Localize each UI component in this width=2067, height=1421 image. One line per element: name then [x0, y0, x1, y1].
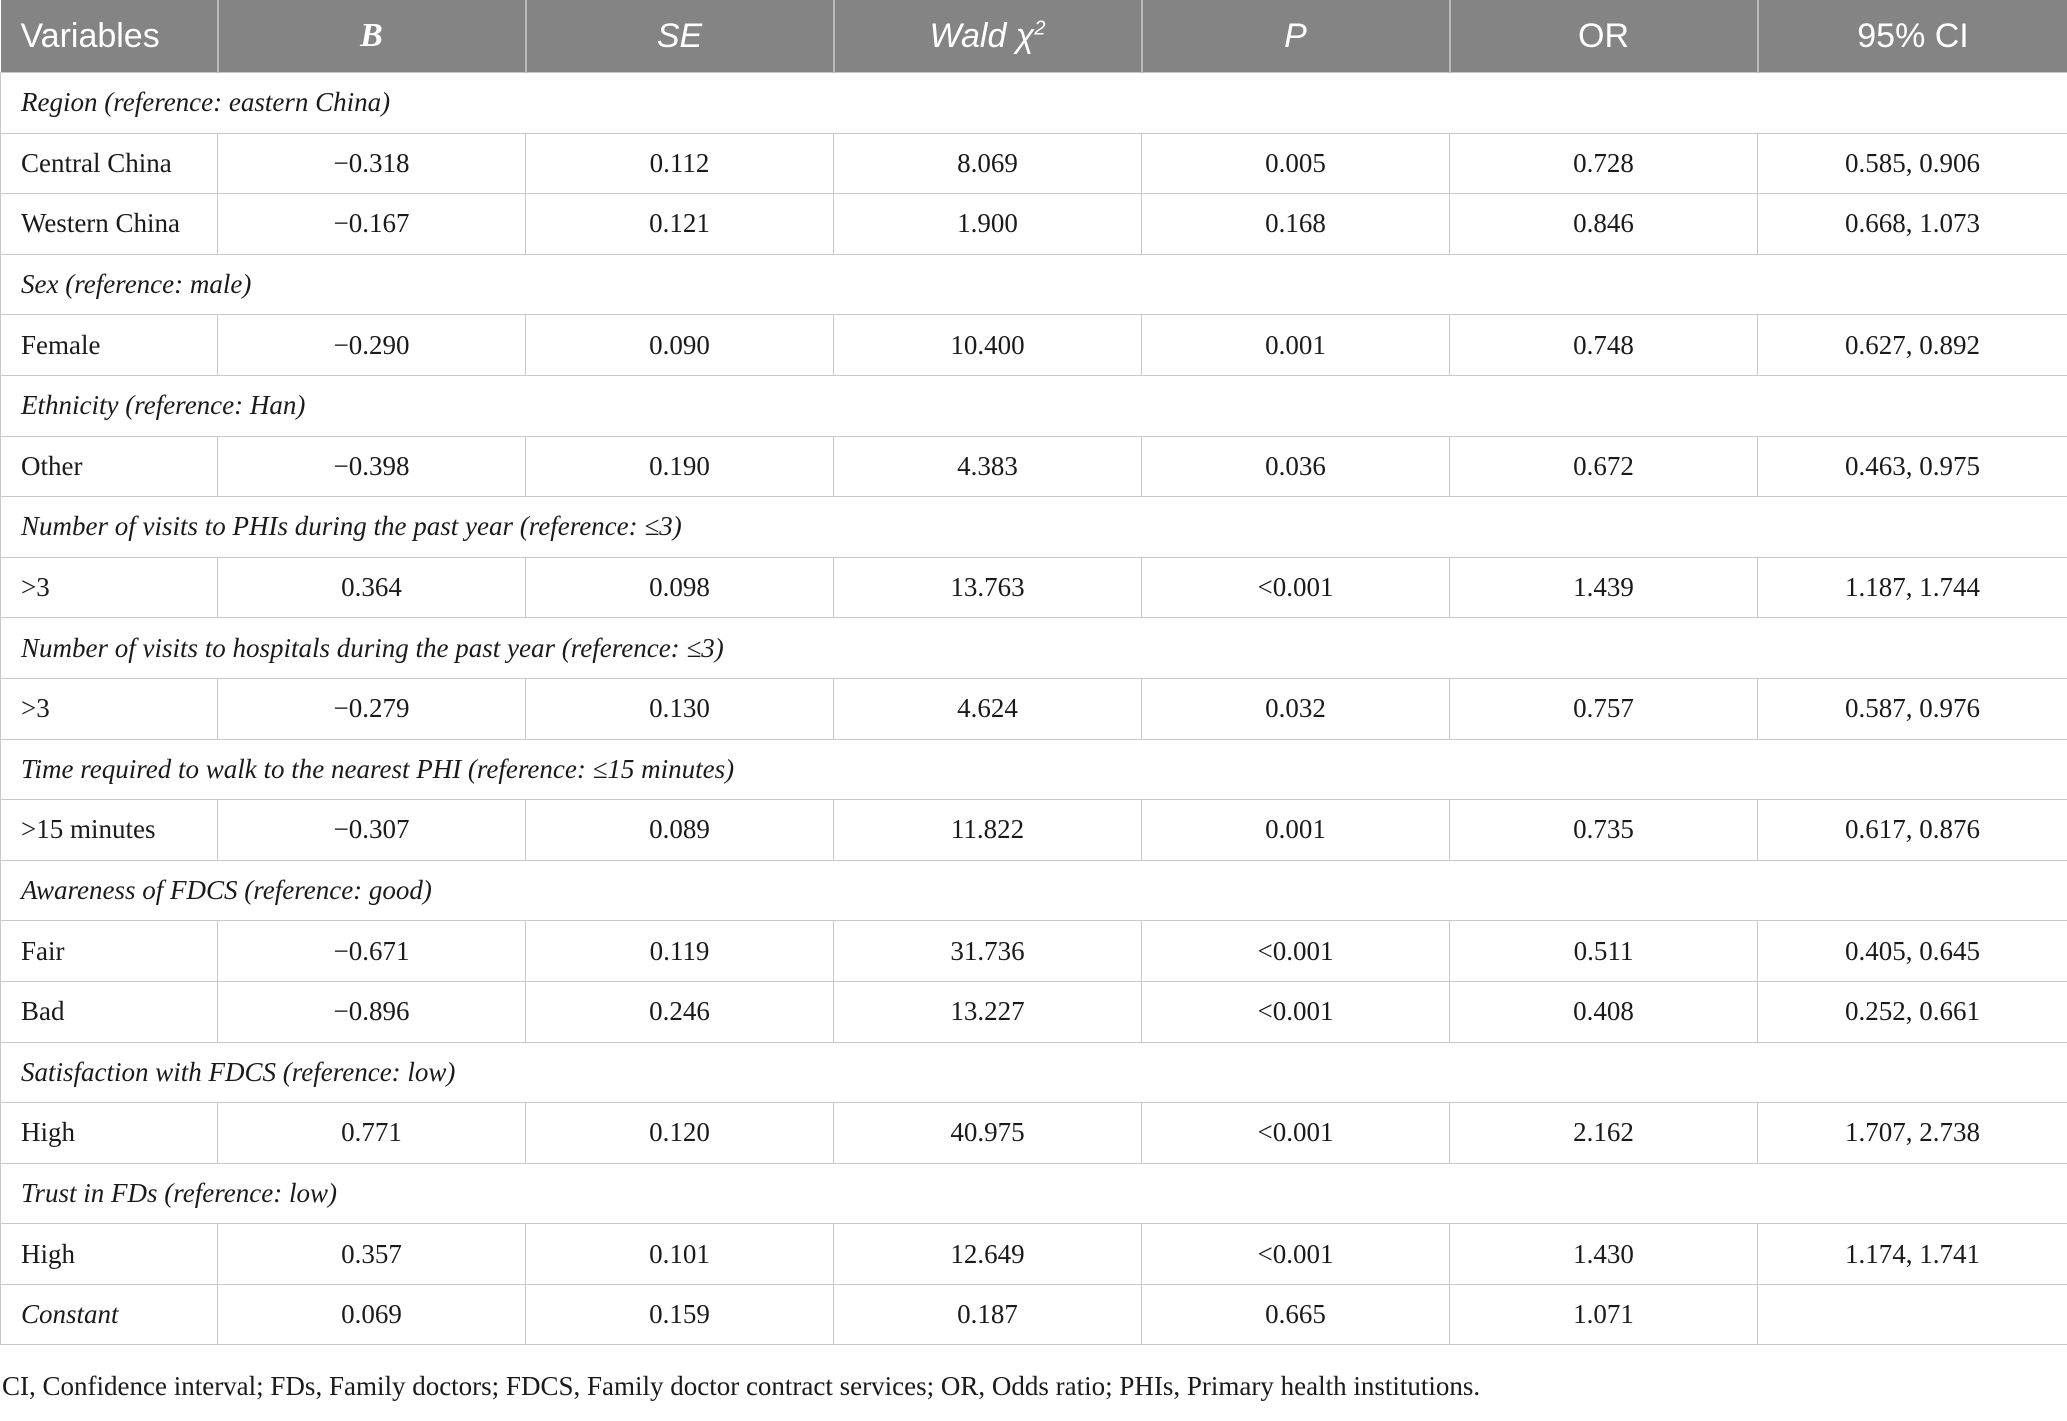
header-b: B	[218, 0, 526, 73]
cell-ci: 0.463, 0.975	[1758, 436, 2067, 497]
category-label: Awareness of FDCS (reference: good)	[1, 860, 2067, 921]
cell-wald: 1.900	[834, 194, 1142, 255]
table-row	[1, 678, 2067, 739]
cell-wald: 4.624	[834, 678, 1142, 739]
cell-se: 0.089	[526, 800, 834, 861]
category-label: Trust in FDs (reference: low)	[1, 1163, 2067, 1224]
cell-b: −0.398	[218, 436, 526, 497]
cell-se: 0.121	[526, 194, 834, 255]
cell-se: 0.190	[526, 436, 834, 497]
table-row	[1, 436, 2067, 497]
cell-variable: Female	[1, 315, 218, 376]
cell-p: 0.001	[1142, 800, 1450, 861]
cell-or: 0.735	[1450, 800, 1758, 861]
cell-variable: High	[1, 1103, 218, 1164]
cell-variable: >15 minutes	[1, 800, 218, 861]
cell-ci: 0.627, 0.892	[1758, 315, 2067, 376]
cell-or: 0.748	[1450, 315, 1758, 376]
cell-wald: 12.649	[834, 1224, 1142, 1285]
cell-or: 0.511	[1450, 921, 1758, 982]
cell-or: 0.728	[1450, 133, 1758, 194]
cell-ci: 0.585, 0.906	[1758, 133, 2067, 194]
category-label: Number of visits to PHIs during the past year (reference: ≤3)	[1, 497, 2067, 558]
cell-b: 0.364	[218, 557, 526, 618]
cell-wald: 13.227	[834, 981, 1142, 1042]
cell-wald: 31.736	[834, 921, 1142, 982]
category-row	[1, 375, 2067, 436]
cell-variable: Western China	[1, 194, 218, 255]
cell-p: 0.036	[1142, 436, 1450, 497]
cell-b: 0.771	[218, 1103, 526, 1164]
cell-b: −0.279	[218, 678, 526, 739]
cell-se: 0.159	[526, 1284, 834, 1345]
header-or: OR	[1450, 0, 1758, 73]
table-footnote: CI, Confidence interval; FDs, Family doctors; FDCS, Family doctor contract services; OR, Odds ratio; PHIs, Primary health institutions.	[2, 1371, 1481, 1402]
cell-ci: 0.252, 0.661	[1758, 981, 2067, 1042]
category-label: Region (reference: eastern China)	[1, 73, 2067, 134]
cell-variable: Bad	[1, 981, 218, 1042]
cell-b: −0.167	[218, 194, 526, 255]
cell-se: 0.098	[526, 557, 834, 618]
cell-p: 0.032	[1142, 678, 1450, 739]
cell-or: 0.846	[1450, 194, 1758, 255]
table-row	[1, 921, 2067, 982]
cell-ci: 0.587, 0.976	[1758, 678, 2067, 739]
cell-se: 0.101	[526, 1224, 834, 1285]
category-row	[1, 1042, 2067, 1103]
cell-wald: 8.069	[834, 133, 1142, 194]
table-row	[1, 1284, 2067, 1345]
cell-se: 0.119	[526, 921, 834, 982]
cell-se: 0.090	[526, 315, 834, 376]
category-label: Sex (reference: male)	[1, 254, 2067, 315]
category-row	[1, 1163, 2067, 1224]
cell-p: 0.665	[1142, 1284, 1450, 1345]
cell-or: 0.757	[1450, 678, 1758, 739]
cell-wald: 0.187	[834, 1284, 1142, 1345]
cell-variable: Other	[1, 436, 218, 497]
header-ci: 95% CI	[1758, 0, 2067, 73]
cell-p: <0.001	[1142, 557, 1450, 618]
table-row	[1, 1224, 2067, 1285]
cell-p: 0.001	[1142, 315, 1450, 376]
header-row	[1, 0, 2067, 73]
category-label: Satisfaction with FDCS (reference: low)	[1, 1042, 2067, 1103]
cell-or: 0.672	[1450, 436, 1758, 497]
table-header	[1, 0, 2067, 73]
cell-p: <0.001	[1142, 1224, 1450, 1285]
cell-p: 0.005	[1142, 133, 1450, 194]
cell-wald: 4.383	[834, 436, 1142, 497]
table-row	[1, 800, 2067, 861]
category-label: Number of visits to hospitals during the past year (reference: ≤3)	[1, 618, 2067, 679]
category-row	[1, 497, 2067, 558]
cell-variable: Constant	[1, 1284, 218, 1345]
header-wald-superscript: 2	[1034, 17, 1046, 40]
cell-variable: >3	[1, 557, 218, 618]
cell-b: −0.671	[218, 921, 526, 982]
header-wald-chi2	[834, 0, 1142, 73]
table-row	[1, 981, 2067, 1042]
cell-ci: 0.668, 1.073	[1758, 194, 2067, 255]
category-row	[1, 739, 2067, 800]
table-body	[1, 73, 2067, 1345]
cell-or: 1.071	[1450, 1284, 1758, 1345]
cell-ci: 0.617, 0.876	[1758, 800, 2067, 861]
cell-ci: 1.187, 1.744	[1758, 557, 2067, 618]
cell-wald: 11.822	[834, 800, 1142, 861]
cell-ci: 0.405, 0.645	[1758, 921, 2067, 982]
cell-wald: 10.400	[834, 315, 1142, 376]
category-row	[1, 618, 2067, 679]
cell-p: 0.168	[1142, 194, 1450, 255]
category-row	[1, 73, 2067, 134]
cell-variable: >3	[1, 678, 218, 739]
header-wald-text: Wald χ	[929, 16, 1035, 55]
cell-p: <0.001	[1142, 981, 1450, 1042]
cell-se: 0.112	[526, 133, 834, 194]
cell-or: 1.430	[1450, 1224, 1758, 1285]
cell-p: <0.001	[1142, 921, 1450, 982]
table-row	[1, 1103, 2067, 1164]
table-row	[1, 557, 2067, 618]
cell-b: 0.069	[218, 1284, 526, 1345]
cell-ci: 1.707, 2.738	[1758, 1103, 2067, 1164]
cell-b: −0.318	[218, 133, 526, 194]
table-row	[1, 315, 2067, 376]
cell-variable: Central China	[1, 133, 218, 194]
cell-ci: 1.174, 1.741	[1758, 1224, 2067, 1285]
cell-or: 2.162	[1450, 1103, 1758, 1164]
cell-b: −0.307	[218, 800, 526, 861]
cell-wald: 40.975	[834, 1103, 1142, 1164]
header-variables: Variables	[1, 0, 218, 73]
cell-se: 0.120	[526, 1103, 834, 1164]
cell-or: 1.439	[1450, 557, 1758, 618]
cell-variable: High	[1, 1224, 218, 1285]
category-row	[1, 254, 2067, 315]
table-row	[1, 133, 2067, 194]
cell-b: −0.896	[218, 981, 526, 1042]
category-row	[1, 860, 2067, 921]
table-row	[1, 194, 2067, 255]
cell-b: −0.290	[218, 315, 526, 376]
cell-wald: 13.763	[834, 557, 1142, 618]
cell-ci	[1758, 1284, 2067, 1345]
category-label: Ethnicity (reference: Han)	[1, 375, 2067, 436]
cell-variable: Fair	[1, 921, 218, 982]
category-label: Time required to walk to the nearest PHI (reference: ≤15 minutes)	[1, 739, 2067, 800]
cell-or: 0.408	[1450, 981, 1758, 1042]
cell-se: 0.130	[526, 678, 834, 739]
cell-se: 0.246	[526, 981, 834, 1042]
header-p: P	[1142, 0, 1450, 73]
cell-p: <0.001	[1142, 1103, 1450, 1164]
cell-b: 0.357	[218, 1224, 526, 1285]
header-se: SE	[526, 0, 834, 73]
